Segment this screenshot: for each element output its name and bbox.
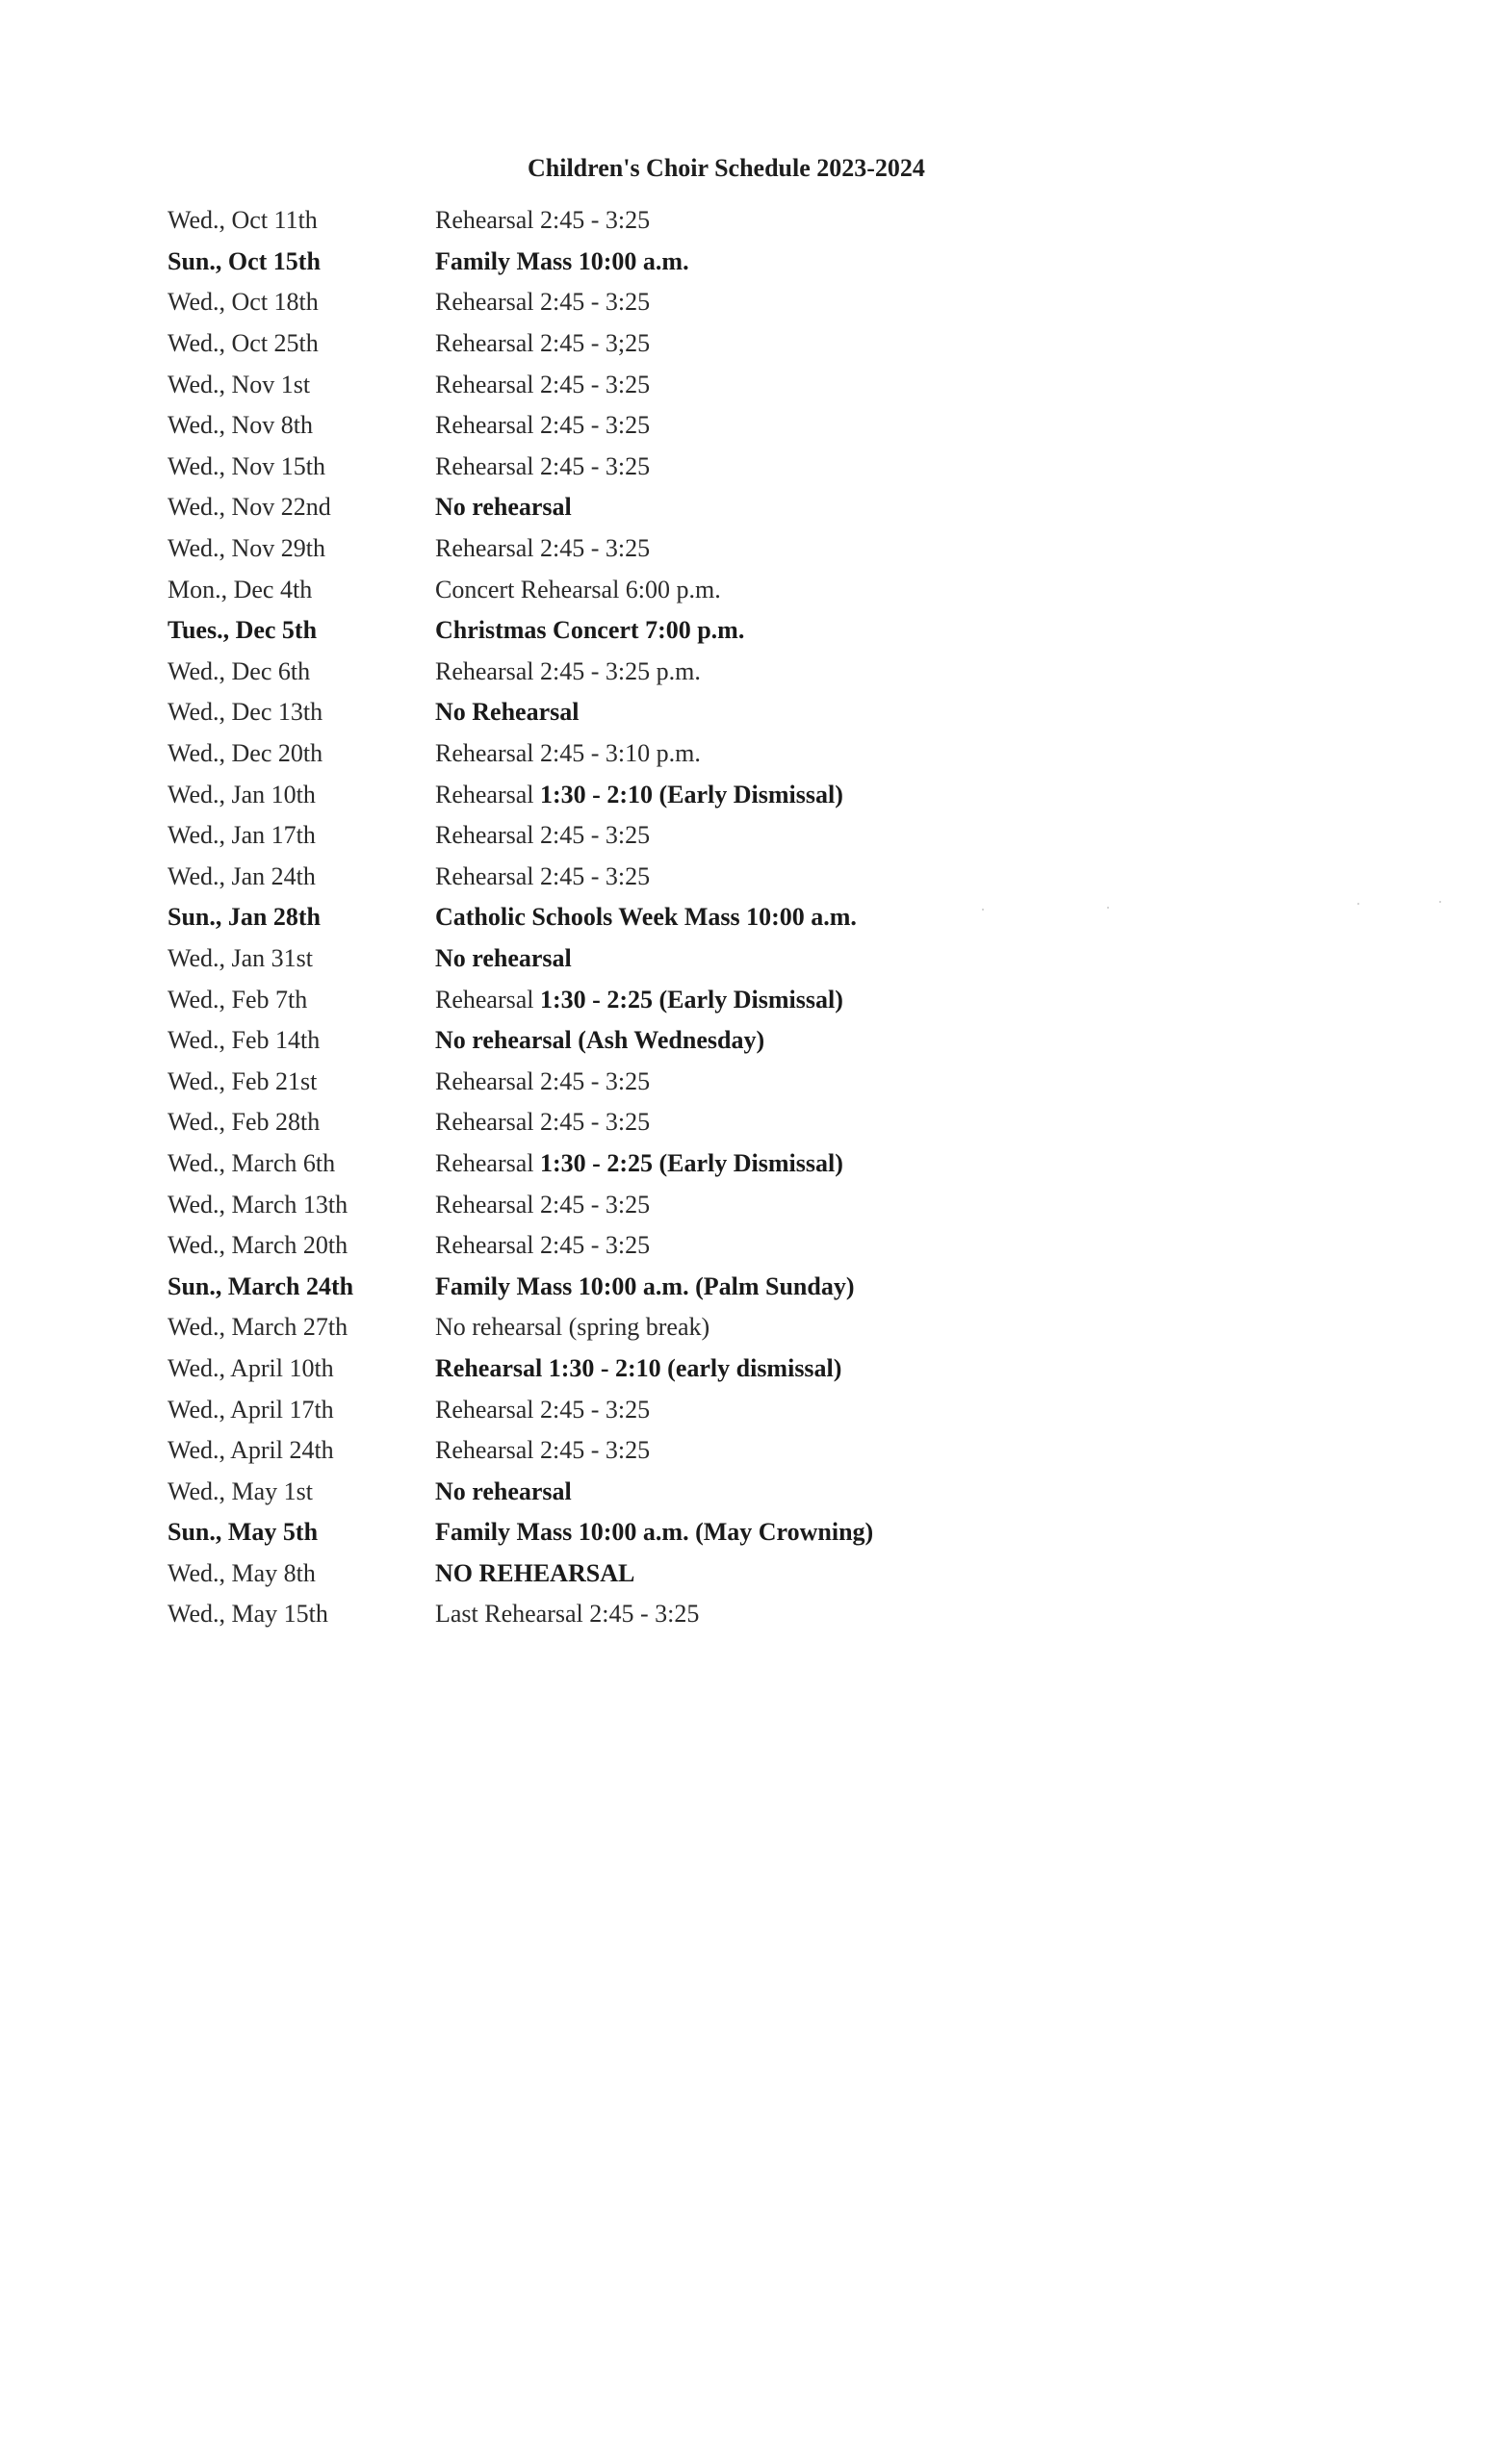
schedule-event: Rehearsal 2:45 - 3:25 [435, 411, 651, 440]
schedule-date: Wed., March 13th [168, 1190, 348, 1219]
schedule-row [168, 242, 1034, 283]
schedule-date: Wed., Dec 6th [168, 656, 311, 685]
schedule-event: Rehearsal 2:45 - 3:25 p.m. [435, 656, 701, 685]
schedule-row [168, 200, 1034, 242]
schedule-date: Sun., March 24th [168, 1271, 354, 1300]
schedule-row [168, 1471, 1034, 1512]
schedule-event: Rehearsal 2:45 - 3:25 [435, 861, 651, 890]
schedule-event-emphasis: 1:30 - 2:10 (Early Dismissal) [540, 780, 843, 808]
schedule-list [168, 200, 1034, 1635]
schedule-event: Christmas Concert 7:00 p.m. [435, 616, 745, 645]
schedule-event: No rehearsal [435, 493, 572, 522]
schedule-event [435, 781, 1034, 809]
schedule-event [435, 1149, 1034, 1178]
schedule-date: Wed., Nov 22nd [168, 493, 331, 522]
schedule-event: Rehearsal 2:45 - 3:25 [435, 370, 651, 398]
schedule-event: No rehearsal (Ash Wednesday) [435, 1026, 765, 1055]
schedule-event: Rehearsal 2:45 - 3:25 [435, 1190, 651, 1219]
schedule-event: Rehearsal 2:45 - 3:25 [435, 821, 651, 850]
schedule-row [168, 405, 1034, 447]
schedule-row [168, 1184, 1034, 1225]
schedule-date: Wed., Feb 7th [168, 985, 308, 1014]
schedule-date: Tues., Dec 5th [168, 616, 318, 645]
schedule-event: Rehearsal 2:45 - 3:25 [435, 206, 651, 235]
schedule-date: Wed., May 15th [168, 1600, 328, 1629]
schedule-row [168, 364, 1034, 405]
schedule-row [168, 857, 1034, 898]
schedule-date: Wed., Jan 17th [168, 821, 316, 850]
schedule-event: No rehearsal [435, 1476, 572, 1505]
schedule-date: Wed., Dec 20th [168, 739, 323, 768]
schedule-event: Rehearsal 2:45 - 3:25 [435, 534, 651, 563]
schedule-date: Wed., Feb 14th [168, 1026, 321, 1055]
schedule-date: Wed., March 6th [168, 1148, 336, 1177]
schedule-row [168, 692, 1034, 733]
schedule-date: Sun., May 5th [168, 1518, 319, 1547]
schedule-row [168, 897, 1034, 938]
schedule-date: Wed., March 27th [168, 1313, 348, 1342]
schedule-date: Wed., Feb 21st [168, 1066, 318, 1095]
schedule-date: Wed., April 10th [168, 1353, 334, 1382]
scan-speck [982, 909, 984, 911]
schedule-date: Wed., April 24th [168, 1436, 334, 1465]
schedule-row [168, 282, 1034, 323]
schedule-row [168, 1307, 1034, 1348]
schedule-event: Concert Rehearsal 6:00 p.m. [435, 575, 721, 603]
schedule-event-prefix: Rehearsal [435, 1148, 541, 1177]
schedule-date: Wed., Jan 24th [168, 861, 316, 890]
schedule-date: Wed., Nov 1st [168, 370, 311, 398]
schedule-event: Rehearsal 2:45 - 3:25 [435, 1436, 651, 1465]
schedule-date: Wed., Jan 10th [168, 780, 316, 808]
schedule-row [168, 569, 1034, 610]
schedule-row [168, 1594, 1034, 1635]
schedule-row [168, 1512, 1034, 1553]
schedule-date: Wed., Dec 13th [168, 698, 323, 727]
schedule-event: Rehearsal 2:45 - 3:25 [435, 1108, 651, 1137]
schedule-row [168, 1102, 1034, 1143]
schedule-date: Wed., Nov 8th [168, 411, 313, 440]
schedule-date: Wed., Oct 25th [168, 329, 319, 358]
schedule-date: Mon., Dec 4th [168, 575, 313, 603]
schedule-date: Wed., May 8th [168, 1558, 316, 1587]
schedule-row [168, 815, 1034, 857]
schedule-event: Rehearsal 2:45 - 3:25 [435, 1066, 651, 1095]
scan-speck [1107, 907, 1109, 909]
schedule-date: Wed., Nov 15th [168, 451, 325, 480]
schedule-event: Catholic Schools Week Mass 10:00 a.m. [435, 903, 857, 932]
schedule-row [168, 652, 1034, 693]
schedule-event: No rehearsal (spring break) [435, 1313, 710, 1342]
schedule-event: Rehearsal 2:45 - 3:10 p.m. [435, 739, 701, 768]
schedule-event: Rehearsal 2:45 - 3:25 [435, 1231, 651, 1260]
schedule-row [168, 1143, 1034, 1185]
schedule-row [168, 323, 1034, 365]
schedule-event: Rehearsal 2:45 - 3:25 [435, 288, 651, 317]
schedule-event: Family Mass 10:00 a.m. (Palm Sunday) [435, 1271, 855, 1300]
schedule-row [168, 528, 1034, 570]
schedule-row [168, 610, 1034, 652]
schedule-row [168, 979, 1034, 1020]
schedule-event: Family Mass 10:00 a.m. (May Crowning) [435, 1518, 874, 1547]
schedule-date: Wed., Oct 11th [168, 206, 318, 235]
schedule-row [168, 447, 1034, 488]
schedule-date: Sun., Oct 15th [168, 246, 321, 275]
schedule-date: Wed., May 1st [168, 1476, 313, 1505]
schedule-row [168, 1225, 1034, 1267]
schedule-event-prefix: Rehearsal [435, 985, 541, 1014]
schedule-row [168, 487, 1034, 528]
schedule-row [168, 1061, 1034, 1102]
schedule-event: No rehearsal [435, 943, 572, 972]
schedule-row [168, 1430, 1034, 1472]
schedule-date: Wed., Nov 29th [168, 534, 325, 563]
schedule-row [168, 1266, 1034, 1307]
schedule-event: Rehearsal 2:45 - 3:25 [435, 451, 651, 480]
scan-speck [1439, 901, 1441, 903]
schedule-event: Rehearsal 1:30 - 2:10 (early dismissal) [435, 1353, 842, 1382]
schedule-row [168, 774, 1034, 815]
schedule-row [168, 1020, 1034, 1062]
schedule-event [435, 986, 1034, 1014]
schedule-row [168, 938, 1034, 980]
schedule-event-emphasis: 1:30 - 2:25 (Early Dismissal) [540, 1148, 843, 1177]
schedule-date: Wed., Feb 28th [168, 1108, 321, 1137]
schedule-row [168, 1348, 1034, 1390]
schedule-event: Family Mass 10:00 a.m. [435, 246, 689, 275]
schedule-row [168, 1553, 1034, 1595]
schedule-row [168, 1389, 1034, 1430]
document-title: Children's Choir Schedule 2023-2024 [528, 154, 925, 182]
schedule-date: Sun., Jan 28th [168, 903, 321, 932]
schedule-date: Wed., April 17th [168, 1395, 334, 1424]
schedule-date: Wed., Oct 18th [168, 288, 319, 317]
schedule-event: No Rehearsal [435, 698, 580, 727]
schedule-event: Rehearsal 2:45 - 3:25 [435, 1395, 651, 1424]
schedule-row [168, 733, 1034, 775]
scan-speck [1357, 903, 1359, 905]
schedule-date: Wed., Jan 31st [168, 943, 313, 972]
schedule-event-prefix: Rehearsal [435, 780, 541, 808]
schedule-event: Rehearsal 2:45 - 3;25 [435, 329, 651, 358]
schedule-date: Wed., March 20th [168, 1231, 348, 1260]
schedule-event: Last Rehearsal 2:45 - 3:25 [435, 1600, 700, 1629]
schedule-event-emphasis: 1:30 - 2:25 (Early Dismissal) [540, 985, 843, 1014]
schedule-event: NO REHEARSAL [435, 1558, 635, 1587]
